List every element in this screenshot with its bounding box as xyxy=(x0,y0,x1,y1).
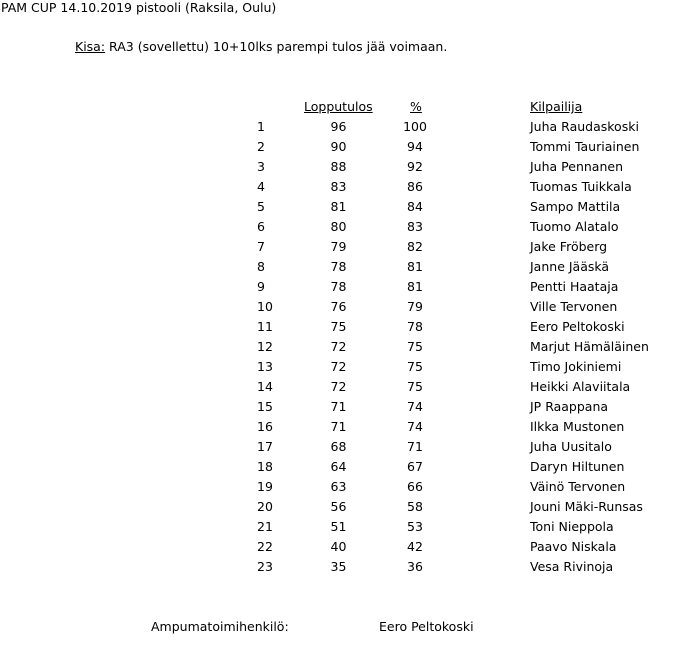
document-title: PAM CUP 14.10.2019 pistooli (Raksila, Oulu) xyxy=(1,0,277,15)
competitor-cell: Juha Pennanen xyxy=(530,159,623,174)
rank-cell: 23 xyxy=(257,559,273,574)
rank-cell: 2 xyxy=(257,139,265,154)
table-row xyxy=(0,459,696,479)
table-row xyxy=(0,339,696,359)
percent-cell: 36 xyxy=(407,559,423,574)
percent-cell: 83 xyxy=(407,219,423,234)
table-row xyxy=(0,319,696,339)
header-percent: % xyxy=(410,99,422,114)
table-row xyxy=(0,299,696,319)
score-cell: 68 xyxy=(330,439,347,454)
competitor-cell: Eero Peltokoski xyxy=(530,319,625,334)
rank-cell: 5 xyxy=(257,199,265,214)
score-cell: 79 xyxy=(330,239,347,254)
competitor-cell: Jouni Mäki-Runsas xyxy=(530,499,643,514)
score-cell: 35 xyxy=(330,559,347,574)
percent-cell: 75 xyxy=(407,359,423,374)
score-cell: 71 xyxy=(330,399,347,414)
percent-cell: 82 xyxy=(407,239,423,254)
score-cell: 72 xyxy=(330,379,347,394)
competitor-cell: Sampo Mattila xyxy=(530,199,621,214)
table-row xyxy=(0,359,696,379)
percent-cell: 84 xyxy=(407,199,423,214)
competitor-cell: Timo Jokiniemi xyxy=(530,359,622,374)
score-cell: 63 xyxy=(330,479,347,494)
officer-name: Eero Peltokoski xyxy=(379,619,474,634)
table-row xyxy=(0,259,696,279)
percent-cell: 94 xyxy=(407,139,423,154)
score-cell: 78 xyxy=(330,279,347,294)
competitor-cell: Janne Jääskä xyxy=(530,259,610,274)
percent-cell: 67 xyxy=(407,459,423,474)
percent-cell: 53 xyxy=(407,519,423,534)
rank-cell: 12 xyxy=(257,339,273,354)
percent-cell: 58 xyxy=(407,499,423,514)
competitor-cell: JP Raappana xyxy=(530,399,609,414)
table-row xyxy=(0,159,696,179)
rank-cell: 1 xyxy=(257,119,265,134)
percent-cell: 86 xyxy=(407,179,423,194)
percent-cell: 81 xyxy=(407,279,423,294)
table-row xyxy=(0,479,696,499)
table-row xyxy=(0,179,696,199)
table-row xyxy=(0,119,696,139)
score-cell: 78 xyxy=(330,259,347,274)
rank-cell: 9 xyxy=(257,279,265,294)
percent-cell: 75 xyxy=(407,339,423,354)
table-row xyxy=(0,139,696,159)
percent-cell: 79 xyxy=(407,299,423,314)
rank-cell: 11 xyxy=(257,319,273,334)
rank-cell: 14 xyxy=(257,379,273,394)
percent-cell: 92 xyxy=(407,159,423,174)
rank-cell: 17 xyxy=(257,439,273,454)
competitor-cell: Tuomas Tuikkala xyxy=(530,179,632,194)
competition-label: Kisa: xyxy=(75,39,106,54)
table-row xyxy=(0,219,696,239)
rank-cell: 20 xyxy=(257,499,273,514)
competitor-cell: Heikki Alaviitala xyxy=(530,379,631,394)
percent-cell: 74 xyxy=(407,419,423,434)
table-row xyxy=(0,419,696,439)
percent-cell: 74 xyxy=(407,399,423,414)
rank-cell: 13 xyxy=(257,359,273,374)
table-row xyxy=(0,199,696,219)
table-row xyxy=(0,539,696,559)
table-row xyxy=(0,559,696,579)
competitor-cell: Pentti Haataja xyxy=(530,279,619,294)
rank-cell: 15 xyxy=(257,399,273,414)
header-competitor: Kilpailija xyxy=(530,99,583,114)
rank-cell: 21 xyxy=(257,519,273,534)
percent-cell: 100 xyxy=(403,119,427,134)
score-cell: 40 xyxy=(330,539,347,554)
competitor-cell: Toni Nieppola xyxy=(530,519,614,534)
competitor-cell: Juha Uusitalo xyxy=(530,439,612,454)
header-score: Lopputulos xyxy=(304,99,373,114)
rank-cell: 10 xyxy=(257,299,273,314)
score-cell: 56 xyxy=(330,499,347,514)
table-row xyxy=(0,499,696,519)
score-cell: 64 xyxy=(330,459,347,474)
table-row xyxy=(0,399,696,419)
score-cell: 72 xyxy=(330,359,347,374)
percent-cell: 78 xyxy=(407,319,423,334)
table-row xyxy=(0,519,696,539)
percent-cell: 71 xyxy=(407,439,423,454)
competitor-cell: Vesa Rivinoja xyxy=(530,559,614,574)
competitor-cell: Jake Fröberg xyxy=(530,239,608,254)
competitor-cell: Tuomo Alatalo xyxy=(530,219,619,234)
score-cell: 96 xyxy=(330,119,347,134)
score-cell: 81 xyxy=(330,199,347,214)
competition-line xyxy=(75,39,447,55)
percent-cell: 66 xyxy=(407,479,423,494)
score-cell: 71 xyxy=(330,419,347,434)
rank-cell: 7 xyxy=(257,239,265,254)
rank-cell: 19 xyxy=(257,479,273,494)
score-cell: 83 xyxy=(330,179,347,194)
table-row xyxy=(0,279,696,299)
score-cell: 90 xyxy=(330,139,347,154)
percent-cell: 81 xyxy=(407,259,423,274)
table-row xyxy=(0,439,696,459)
score-cell: 51 xyxy=(330,519,347,534)
competitor-cell: Väinö Tervonen xyxy=(530,479,626,494)
percent-cell: 75 xyxy=(407,379,423,394)
competitor-cell: Daryn Hiltunen xyxy=(530,459,625,474)
competitor-cell: Ilkka Mustonen xyxy=(530,419,625,434)
score-cell: 80 xyxy=(330,219,347,234)
rank-cell: 3 xyxy=(257,159,265,174)
rank-cell: 4 xyxy=(257,179,265,194)
rank-cell: 18 xyxy=(257,459,273,474)
score-cell: 72 xyxy=(330,339,347,354)
competitor-cell: Juha Raudaskoski xyxy=(530,119,639,134)
officer-label: Ampumatoimihenkilö: xyxy=(151,619,289,634)
rank-cell: 6 xyxy=(257,219,265,234)
table-row xyxy=(0,239,696,259)
table-row xyxy=(0,379,696,399)
score-cell: 88 xyxy=(330,159,347,174)
rank-cell: 22 xyxy=(257,539,273,554)
percent-cell: 42 xyxy=(407,539,423,554)
competitor-cell: Ville Tervonen xyxy=(530,299,618,314)
competitor-cell: Paavo Niskala xyxy=(530,539,617,554)
rank-cell: 8 xyxy=(257,259,265,274)
score-cell: 76 xyxy=(330,299,347,314)
rank-cell: 16 xyxy=(257,419,273,434)
competitor-cell: Tommi Tauriainen xyxy=(530,139,640,154)
competitor-cell: Marjut Hämäläinen xyxy=(530,339,649,354)
score-cell: 75 xyxy=(330,319,347,334)
competition-description: RA3 (sovellettu) 10+10lks parempi tulos jää voimaan. xyxy=(105,39,448,54)
